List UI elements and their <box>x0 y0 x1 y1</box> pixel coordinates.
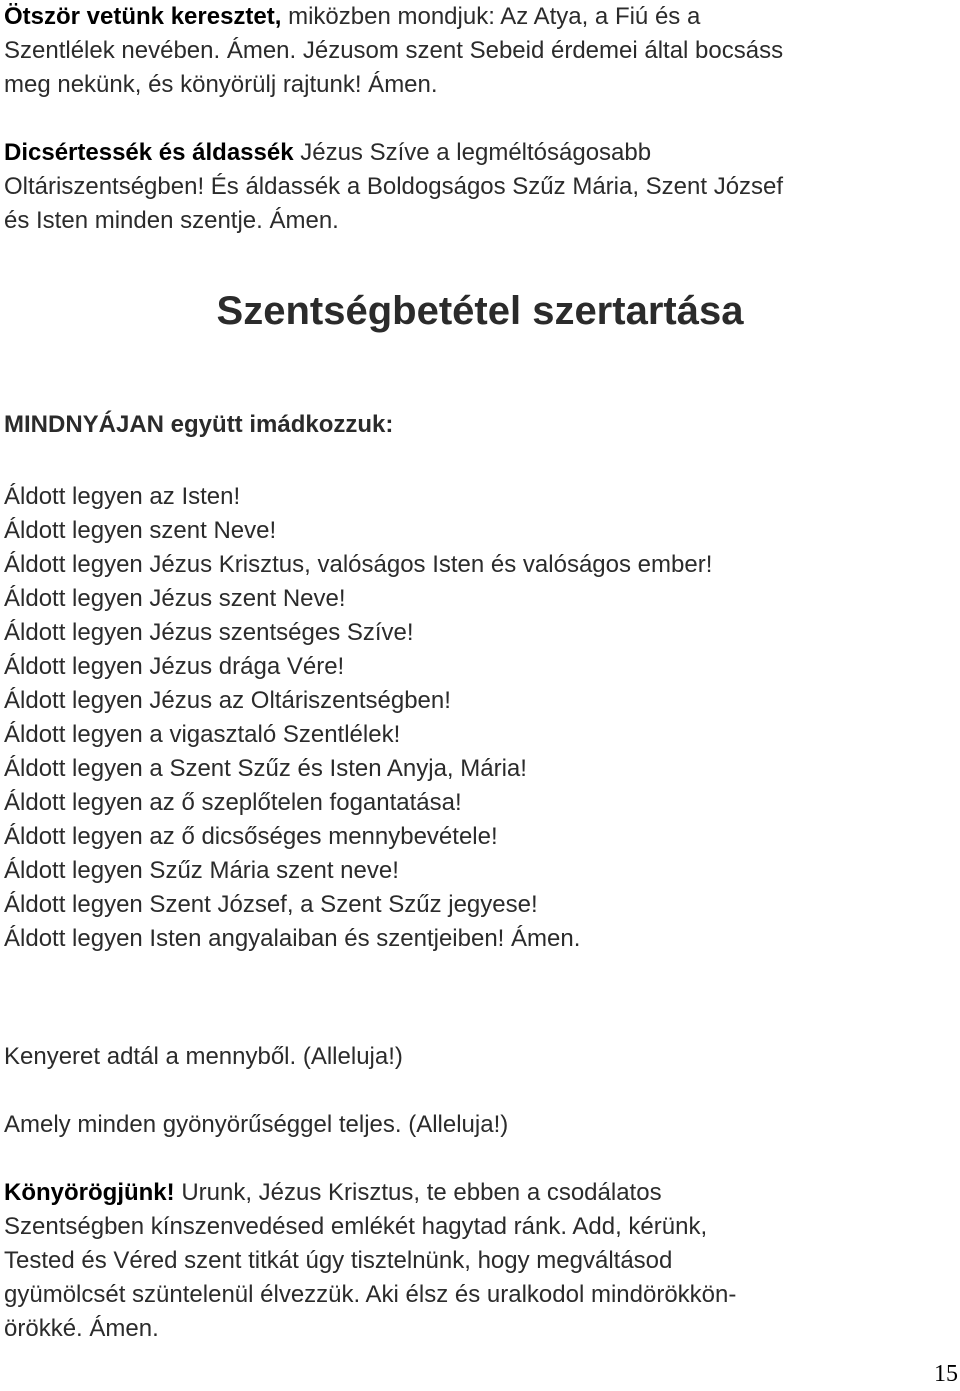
list-item: Áldott legyen az ő szeplőtelen fogantatása! <box>4 789 462 816</box>
list-item: Áldott legyen Jézus Krisztus, valóságos Isten és valóságos ember! <box>4 551 713 578</box>
paragraph-text: Szentségben kínszenvedésed emlékét hagytad ránk. Add, kérünk, <box>4 1213 708 1240</box>
list-item: Áldott legyen Szent József, a Szent Szűz jegyese! <box>4 891 538 918</box>
list-item: Áldott legyen szent Neve! <box>4 517 277 544</box>
paragraph-text: Urunk, Jézus Krisztus, te ebben a csodálatos <box>174 1179 662 1206</box>
list-item: Áldott legyen Jézus drága Vére! <box>4 653 345 680</box>
paragraph-text: Tested és Véred szent titkát úgy tisztelnünk, hogy megváltásod <box>4 1247 673 1274</box>
section-title: Szentségbetétel szertartása <box>216 289 744 333</box>
paragraph-text: és Isten minden szentje. Ámen. <box>4 207 339 234</box>
paragraph-text: örökké. Ámen. <box>4 1315 159 1342</box>
list-item: Áldott legyen a Szent Szűz és Isten Anyja, Mária! <box>4 755 527 782</box>
list-item: Áldott legyen Jézus az Oltáriszentségben! <box>4 687 451 714</box>
list-item: Áldott legyen Jézus szentséges Szíve! <box>4 619 414 646</box>
list-item: Áldott legyen a vigasztaló Szentlélek! <box>4 721 401 748</box>
paragraph-text: Szentlélek nevében. Ámen. Jézusom szent Sebeid érdemei által bocsáss <box>4 37 784 64</box>
subheading: MINDNYÁJAN együtt imádkozzuk: <box>4 411 394 438</box>
prayer-lead-bold: Könyörögjünk! <box>4 1179 175 1206</box>
list-item: Áldott legyen az Isten! <box>4 483 241 510</box>
divine-praises-list <box>4 480 712 956</box>
response: Amely minden gyönyörűséggel teljes. (Alleluja!) <box>4 1111 509 1138</box>
paragraph-text: gyümölcsét szüntelenül élvezzük. Aki élsz és uralkodol mindörökkön- <box>4 1281 737 1308</box>
list-item: Áldott legyen Szűz Mária szent neve! <box>4 857 399 884</box>
paragraph-lead-bold: Dicsértessék és áldassék <box>4 139 294 166</box>
sign-of-cross-paragraph <box>4 0 944 102</box>
paragraph-lead-bold: Ötször vetünk keresztet, <box>4 3 282 30</box>
prayer-paragraph <box>4 1176 944 1346</box>
paragraph-text: miközben mondjuk: Az Atya, a Fiú és a <box>281 3 701 30</box>
list-item: Áldott legyen Jézus szent Neve! <box>4 585 346 612</box>
praise-paragraph <box>4 136 944 238</box>
paragraph-text: meg nekünk, és könyörülj rajtunk! Ámen. <box>4 71 438 98</box>
paragraph-text: Oltáriszentségben! És áldassék a Boldogságos Szűz Mária, Szent József <box>4 173 784 200</box>
list-item: Áldott legyen az ő dicsőséges mennybevétele! <box>4 823 498 850</box>
page-number: 15 <box>934 1361 958 1387</box>
versicle: Kenyeret adtál a mennyből. (Alleluja!) <box>4 1043 403 1070</box>
list-item: Áldott legyen Isten angyalaiban és szentjeiben! Ámen. <box>4 925 581 952</box>
paragraph-text: Jézus Szíve a legméltóságosabb <box>293 139 652 166</box>
